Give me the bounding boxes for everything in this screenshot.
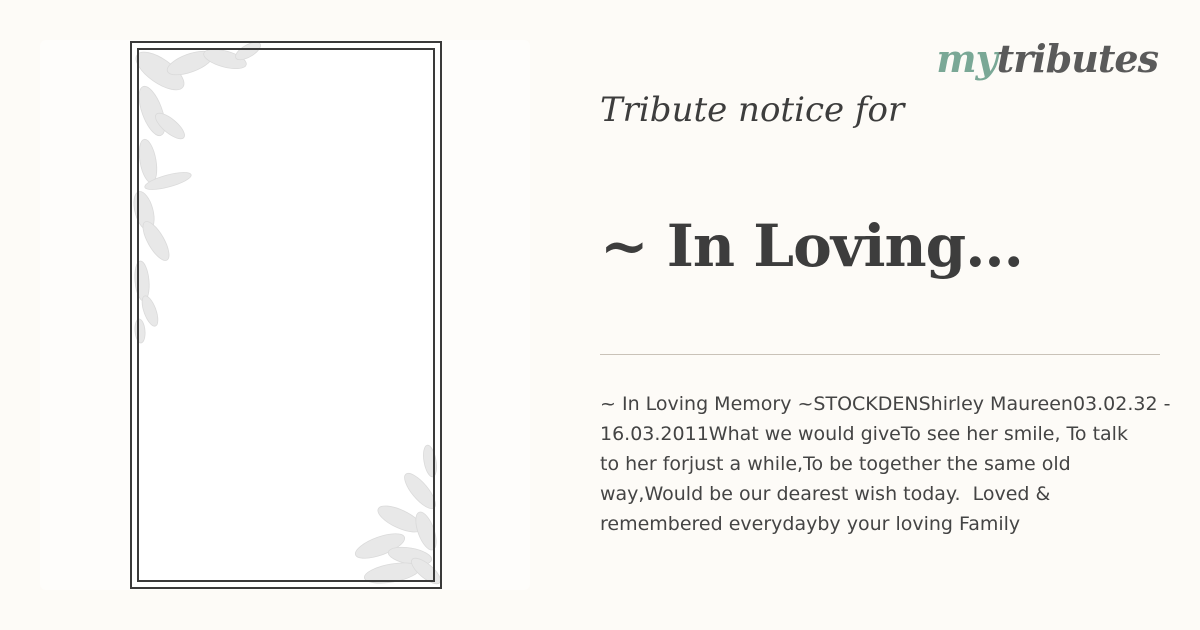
notice-card [40,40,530,590]
notice-text: ~ In Loving Memory ~STOCKDENShirley Maureen03.02.32 - 16.03.2011What we would giveTo see her smile, To talk to her forjust a while,To be together the same old way,Would be our dearest wish today. Loved & remembered everydayby your loving Family [600,393,1171,535]
page-subtitle: Tribute notice for [600,90,905,130]
mytributes-logo[interactable] [936,36,1158,81]
floral-frame-icon [130,41,442,589]
logo-part-tributes: tributes [996,36,1158,81]
logo-part-my: my [936,36,997,81]
page-title: ~ In Loving... [600,212,1023,280]
divider [600,354,1160,355]
